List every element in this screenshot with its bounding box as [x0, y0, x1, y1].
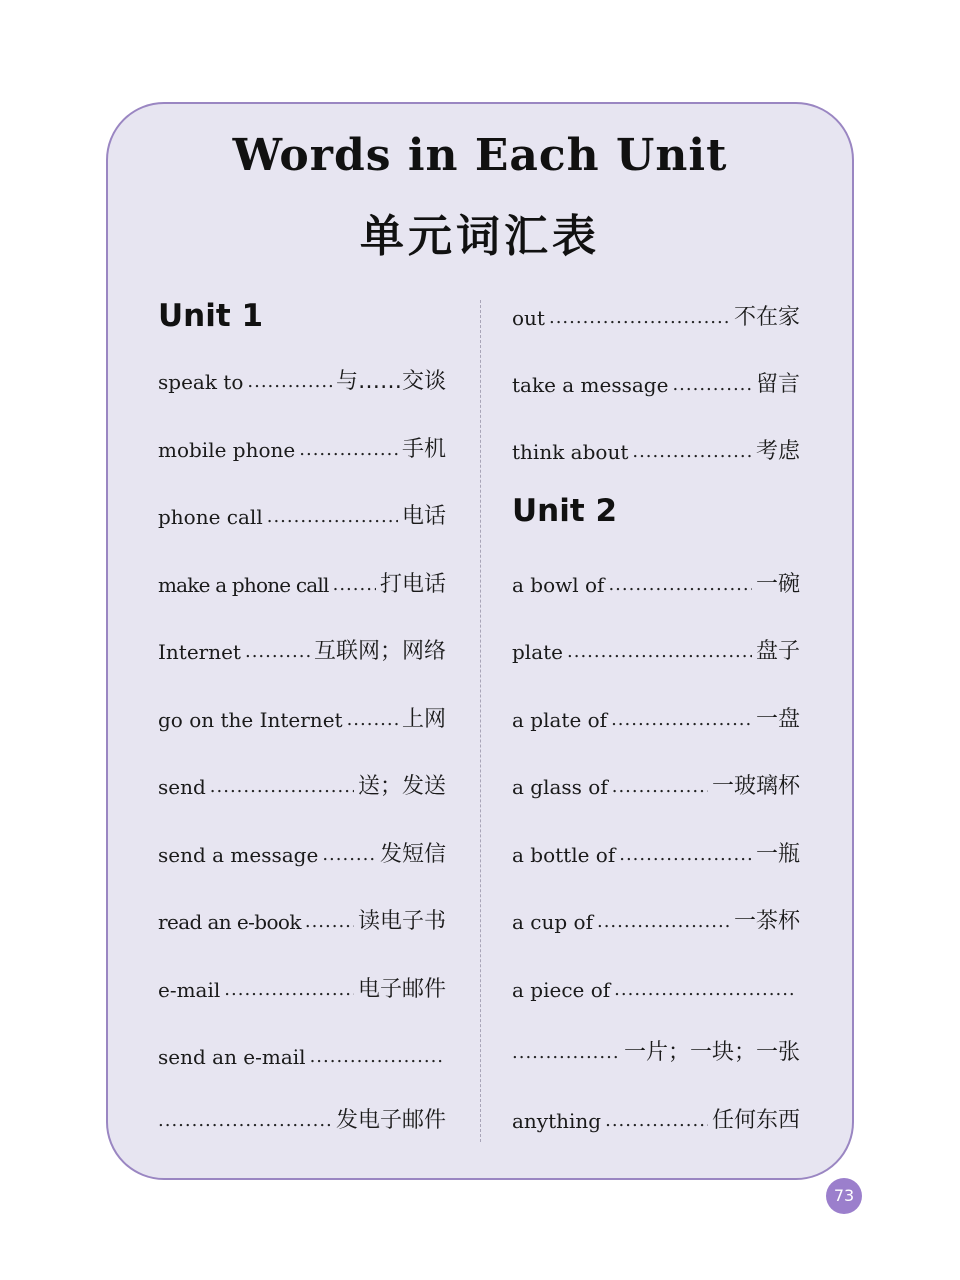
dot-leader	[158, 1101, 332, 1141]
entry-term: take a message	[512, 373, 669, 397]
dot-leader	[322, 835, 376, 875]
vocab-entry	[158, 835, 446, 875]
entry-translation: 打电话	[379, 572, 446, 597]
vocab-entry-continued	[158, 1101, 446, 1141]
page-title-chinese: 单元词汇表	[360, 211, 600, 262]
entry-translation: 任何东西	[711, 1108, 800, 1133]
entry-term: out	[512, 306, 545, 330]
entry-term: a piece of	[512, 978, 611, 1002]
dot-leader	[632, 432, 752, 472]
dot-leader	[267, 497, 398, 537]
dot-leader	[614, 970, 796, 1010]
vocab-entry	[158, 565, 446, 605]
entry-term: a bottle of	[512, 843, 616, 867]
entry-term: read an e-book	[158, 910, 301, 934]
entry-translation: 电子邮件	[357, 977, 446, 1002]
entry-term: mobile phone	[158, 438, 296, 462]
dot-leader	[310, 1037, 442, 1077]
dot-leader	[612, 767, 708, 807]
entry-translation: 考虑	[755, 439, 800, 464]
unit-heading-2: Unit 2	[512, 493, 618, 529]
dot-leader	[512, 1033, 620, 1073]
vocab-entry	[158, 902, 446, 942]
vocab-entry-continued	[512, 1033, 800, 1073]
vocab-entry	[158, 362, 446, 402]
entry-term: Internet	[158, 640, 241, 664]
entry-term: send a message	[158, 843, 319, 867]
vocab-entry	[158, 632, 446, 672]
vocab-entry	[512, 565, 800, 605]
entry-translation: 不在家	[733, 305, 800, 330]
vocab-entry	[158, 700, 446, 740]
dot-leader	[567, 632, 752, 672]
vocab-entry	[512, 835, 800, 875]
dot-leader	[597, 902, 730, 942]
entry-translation: 盘子	[755, 639, 800, 664]
entry-term: make a phone call	[158, 573, 329, 597]
vocab-entry	[512, 970, 800, 1010]
dot-leader	[608, 565, 752, 605]
entry-term: plate	[512, 640, 563, 664]
vocab-entry	[512, 365, 800, 405]
entry-term: think about	[512, 440, 629, 464]
entry-term: a glass of	[512, 775, 608, 799]
entry-translation: 发电子邮件	[335, 1108, 446, 1133]
entry-translation: 一盘	[755, 707, 800, 732]
entry-term: phone call	[158, 505, 263, 529]
vocab-entry	[512, 298, 800, 338]
dot-leader	[305, 902, 354, 942]
dot-leader	[611, 700, 752, 740]
vocab-entry	[512, 432, 800, 472]
entry-translation: 发短信	[379, 842, 446, 867]
entry-term: go on the Internet	[158, 708, 343, 732]
entry-term: a bowl of	[512, 573, 605, 597]
entry-translation: 一茶杯	[733, 909, 800, 934]
dot-leader	[605, 1101, 708, 1141]
vocab-entry	[158, 970, 446, 1010]
entry-translation: 电话	[401, 504, 446, 529]
vocab-entry	[512, 767, 800, 807]
entry-term: e-mail	[158, 978, 221, 1002]
vocab-entry	[512, 700, 800, 740]
dot-leader	[224, 970, 354, 1010]
entry-term: anything	[512, 1109, 602, 1133]
page-number-badge: 73	[826, 1178, 862, 1214]
vocab-entry	[158, 497, 446, 537]
entry-translation: 一碗	[755, 572, 800, 597]
entry-translation: 互联网；网络	[313, 639, 446, 664]
entry-term: send an e-mail	[158, 1045, 306, 1069]
dot-leader	[619, 835, 752, 875]
entry-translation: 一瓶	[755, 842, 800, 867]
vocab-entry	[158, 1037, 446, 1077]
entry-term: a cup of	[512, 910, 593, 934]
entry-translation: 上网	[401, 707, 446, 732]
entry-translation: 一片；一块；一张	[623, 1040, 800, 1065]
vocab-entry	[512, 902, 800, 942]
dot-leader	[247, 362, 332, 402]
entry-term: speak to	[158, 370, 244, 394]
vocab-entry	[512, 632, 800, 672]
vocab-entry	[158, 767, 446, 807]
entry-translation: 送；发送	[357, 774, 446, 799]
entry-translation: 手机	[401, 437, 446, 462]
dot-leader	[245, 632, 310, 672]
entry-term: send	[158, 775, 206, 799]
dot-leader	[672, 365, 752, 405]
column-divider	[480, 300, 481, 1142]
dot-leader	[299, 430, 398, 470]
entry-translation: 与……交谈	[335, 369, 446, 394]
dot-leader	[347, 700, 398, 740]
entry-translation: 读电子书	[357, 909, 446, 934]
dot-leader	[210, 767, 354, 807]
vocab-entry	[512, 1101, 800, 1141]
dot-leader	[549, 298, 730, 338]
entry-translation: 留言	[755, 372, 800, 397]
page-title-english: Words in Each Unit	[232, 130, 728, 181]
dot-leader	[333, 565, 376, 605]
vocab-entry	[158, 430, 446, 470]
entry-translation: 一玻璃杯	[711, 774, 800, 799]
unit-heading-1: Unit 1	[158, 298, 264, 334]
entry-term: a plate of	[512, 708, 608, 732]
